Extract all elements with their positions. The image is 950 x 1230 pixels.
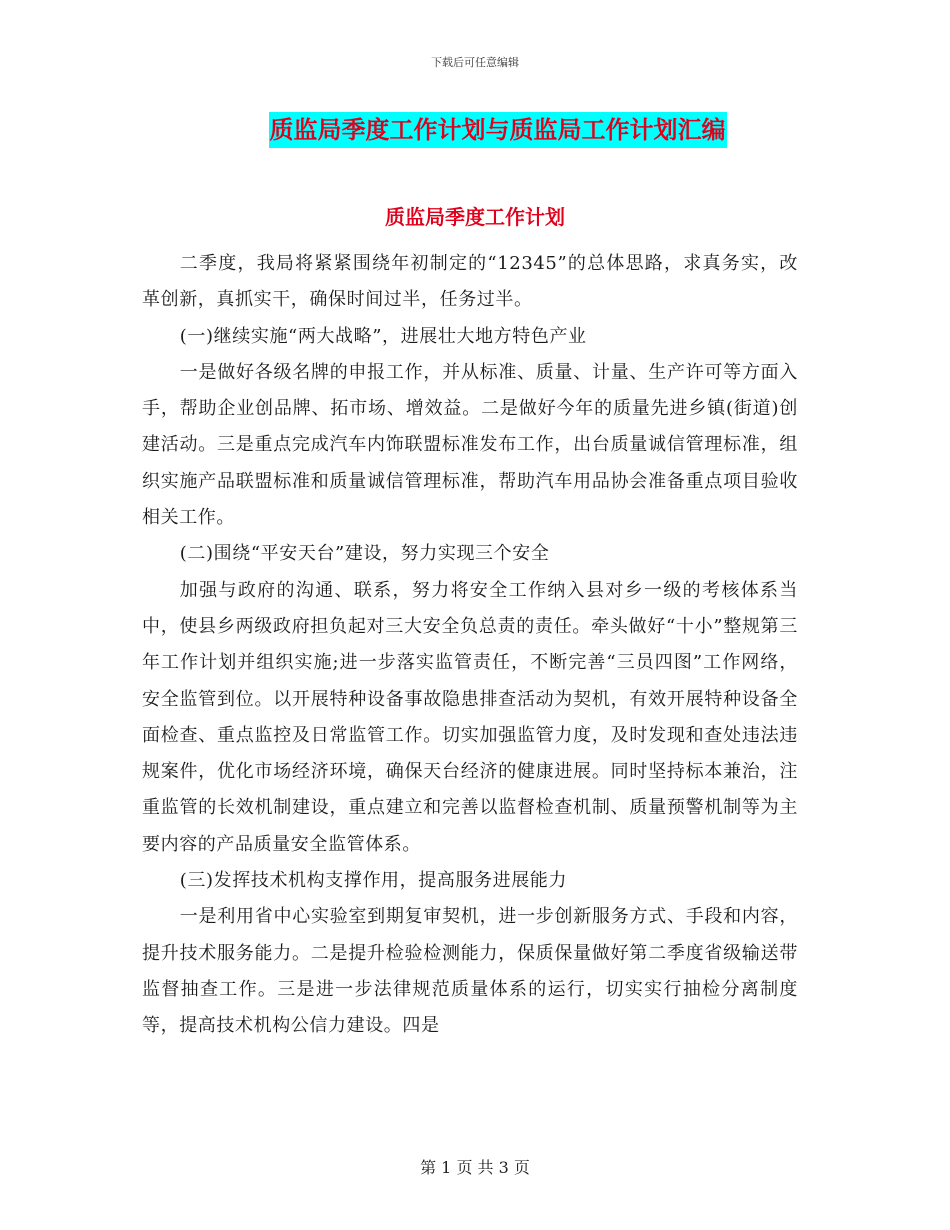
- main-title-block: [0, 112, 950, 148]
- page-header-note: 下载后可任意编辑: [431, 56, 519, 69]
- paragraph: 二季度，我局将紧紧围绕年初制定的“12345”的总体思路，求真务实，改革创新，真抓实干，确保时间过半，任务过半。: [142, 253, 798, 311]
- paragraph: 加强与政府的沟通、联系，努力将安全工作纳入县对乡一级的考核体系当中，使县乡两级政府担负起对三大安全负总责的责任。牵头做好“十小”整规第三年工作计划并组织实施;进一步落实监管责任，不断完善“三员四图”工作网络，安全监管到位。以开展特种设备事故隐患排查活动为契机，有效开展特种设备全面检查、重点监控及日常监管工作。切实加强监管力度，及时发现和查处违法违规案件，优化市场经济环境，确保天台经济的健康进展。同时坚持标本兼治，注重监管的长效机制建设，重点建立和完善以监督检查机制、质量预警机制等为主要内容的产品质量安全监管体系。: [142, 579, 798, 855]
- page-footer: 第 1 页 共 3 页: [420, 1158, 530, 1177]
- document-body: [142, 246, 798, 1045]
- paragraph: (二)围绕“平安天台”建设，努力实现三个安全: [179, 543, 550, 565]
- paragraph: 一是利用省中心实验室到期复审契机，进一步创新服务方式、手段和内容，提升技术服务能力。二是提升检验检测能力，保质保量做好第二季度省级输送带监督抽查工作。三是进一步法律规范质量体系的运行，切实实行抽检分离制度等，提高技术机构公信力建设。四是: [142, 906, 798, 1037]
- section-title: 质监局季度工作计划: [385, 205, 565, 229]
- main-title: 质监局季度工作计划与质监局工作计划汇编: [269, 112, 727, 148]
- paragraph: (三)发挥技术机构支撑作用，提高服务进展能力: [179, 870, 568, 892]
- paragraph: 一是做好各级名牌的申报工作，并从标准、质量、计量、生产许可等方面入手，帮助企业创品牌、拓市场、增效益。二是做好今年的质量先进乡镇(街道)创建活动。三是重点完成汽车内饰联盟标准发布工作，出台质量诚信管理标准，组织实施产品联盟标准和质量诚信管理标准，帮助汽车用品协会准备重点项目验收相关工作。: [142, 361, 798, 529]
- paragraph: (一)继续实施“两大战略”，进展壮大地方特色产业: [179, 325, 587, 347]
